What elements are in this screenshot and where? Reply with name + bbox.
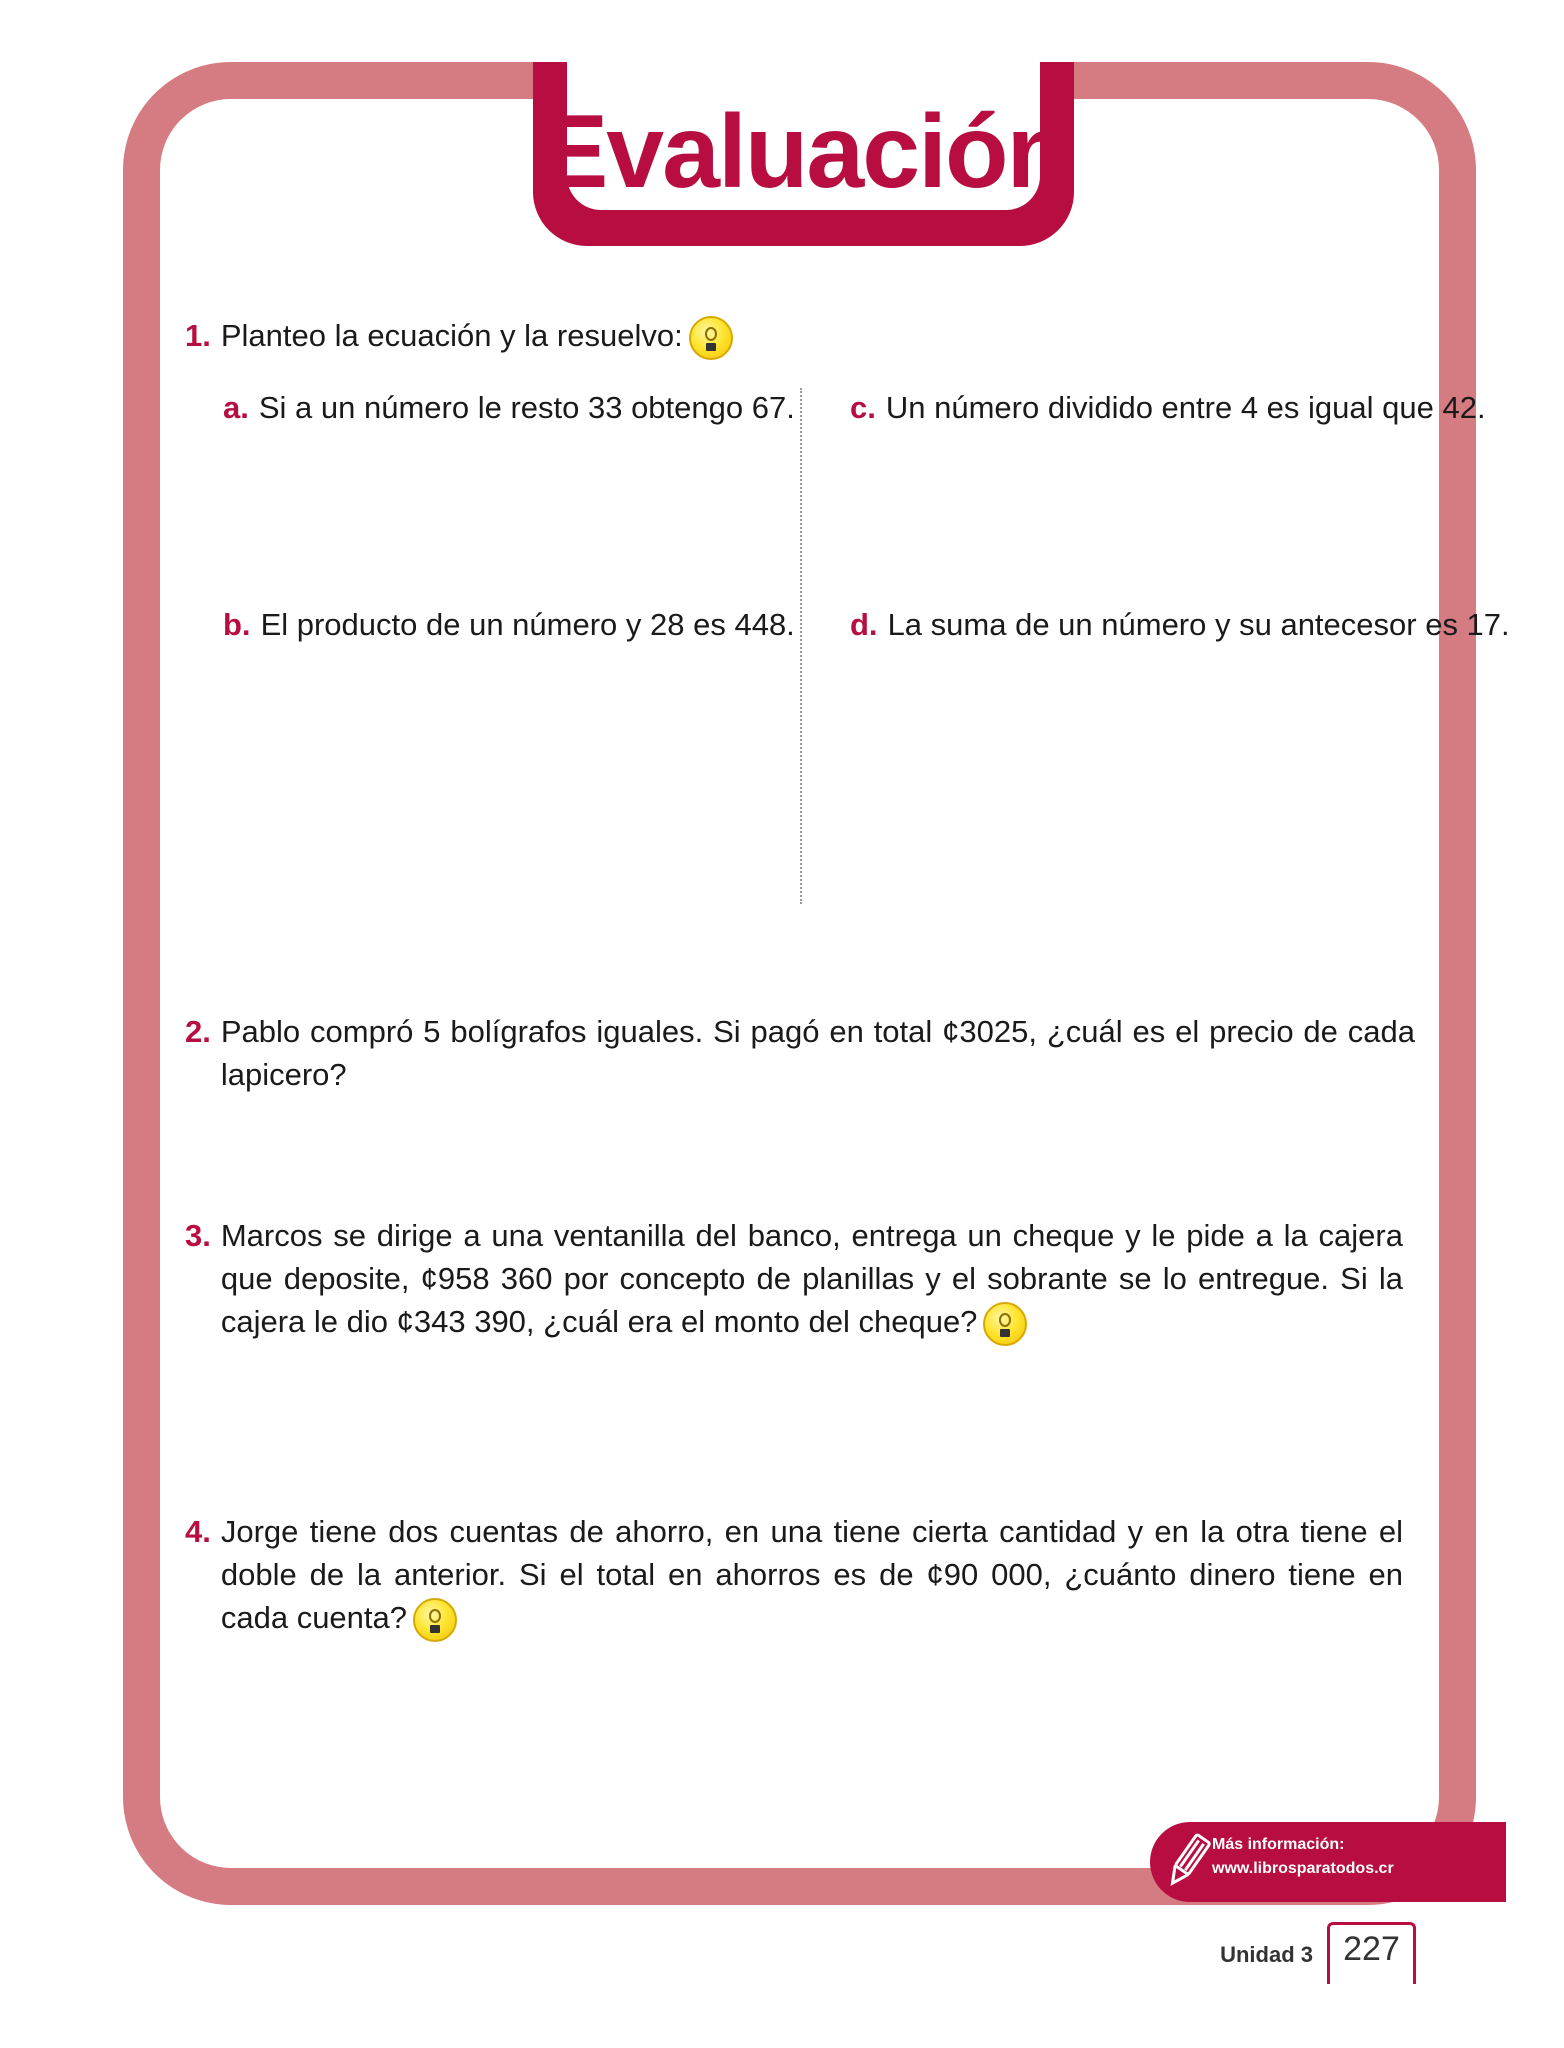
question-number: 3. [185, 1218, 211, 1253]
item-a [223, 386, 795, 429]
more-info-label: Más información: [1212, 1836, 1345, 1853]
more-info-link[interactable]: www.librosparatodos.cr [1212, 1860, 1394, 1877]
item-letter: d. [850, 607, 878, 642]
lightbulb-icon [983, 1302, 1027, 1346]
column-divider [800, 388, 802, 904]
question-number: 2. [185, 1014, 211, 1049]
page-title: Evaluación [538, 94, 1069, 210]
question-3 [185, 1214, 1403, 1346]
item-text: El producto de un número y 28 es 448. [260, 607, 795, 642]
item-text: La suma de un número y su antecesor es 17. [887, 607, 1510, 642]
question-4 [185, 1510, 1403, 1642]
item-letter: c. [850, 390, 876, 425]
lightbulb-icon [413, 1598, 457, 1642]
item-letter: b. [223, 607, 251, 642]
item-c [850, 386, 1486, 429]
item-text: Si a un número le resto 33 obtengo 67. [258, 390, 795, 425]
item-b [223, 603, 795, 646]
question-text: Marcos se dirige a una ventanilla del banco, entrega un cheque y le pide a la cajera que deposite, ¢958 360 por concepto de planillas y el sobrante se lo entregue. Si la cajera le dio ¢343 390, ¿cuál era el monto del cheque? [220, 1218, 1403, 1339]
question-number: 1. [185, 318, 211, 353]
question-text: Planteo la ecuación y la resuelvo: [220, 318, 683, 353]
question-1 [185, 314, 733, 360]
item-d [850, 603, 1510, 646]
question-2 [185, 1010, 1415, 1096]
question-text: Pablo compró 5 bolígrafos iguales. Si pagó en total ¢3025, ¿cuál es el precio de cada lapicero? [220, 1014, 1415, 1092]
question-text: Jorge tiene dos cuentas de ahorro, en una tiene cierta cantidad y en la otra tiene el doble de la anterior. Si el total en ahorros es de ¢90 000, ¿cuánto dinero tiene en cada cuenta? [220, 1514, 1403, 1635]
item-letter: a. [223, 390, 249, 425]
lightbulb-icon [689, 316, 733, 360]
unit-label: Unidad 3 [1220, 1942, 1313, 1967]
pencil-icon [1163, 1830, 1213, 1892]
item-text: Un número dividido entre 4 es igual que 42. [885, 390, 1486, 425]
question-number: 4. [185, 1514, 211, 1549]
page-number: 227 [1343, 1930, 1400, 1968]
